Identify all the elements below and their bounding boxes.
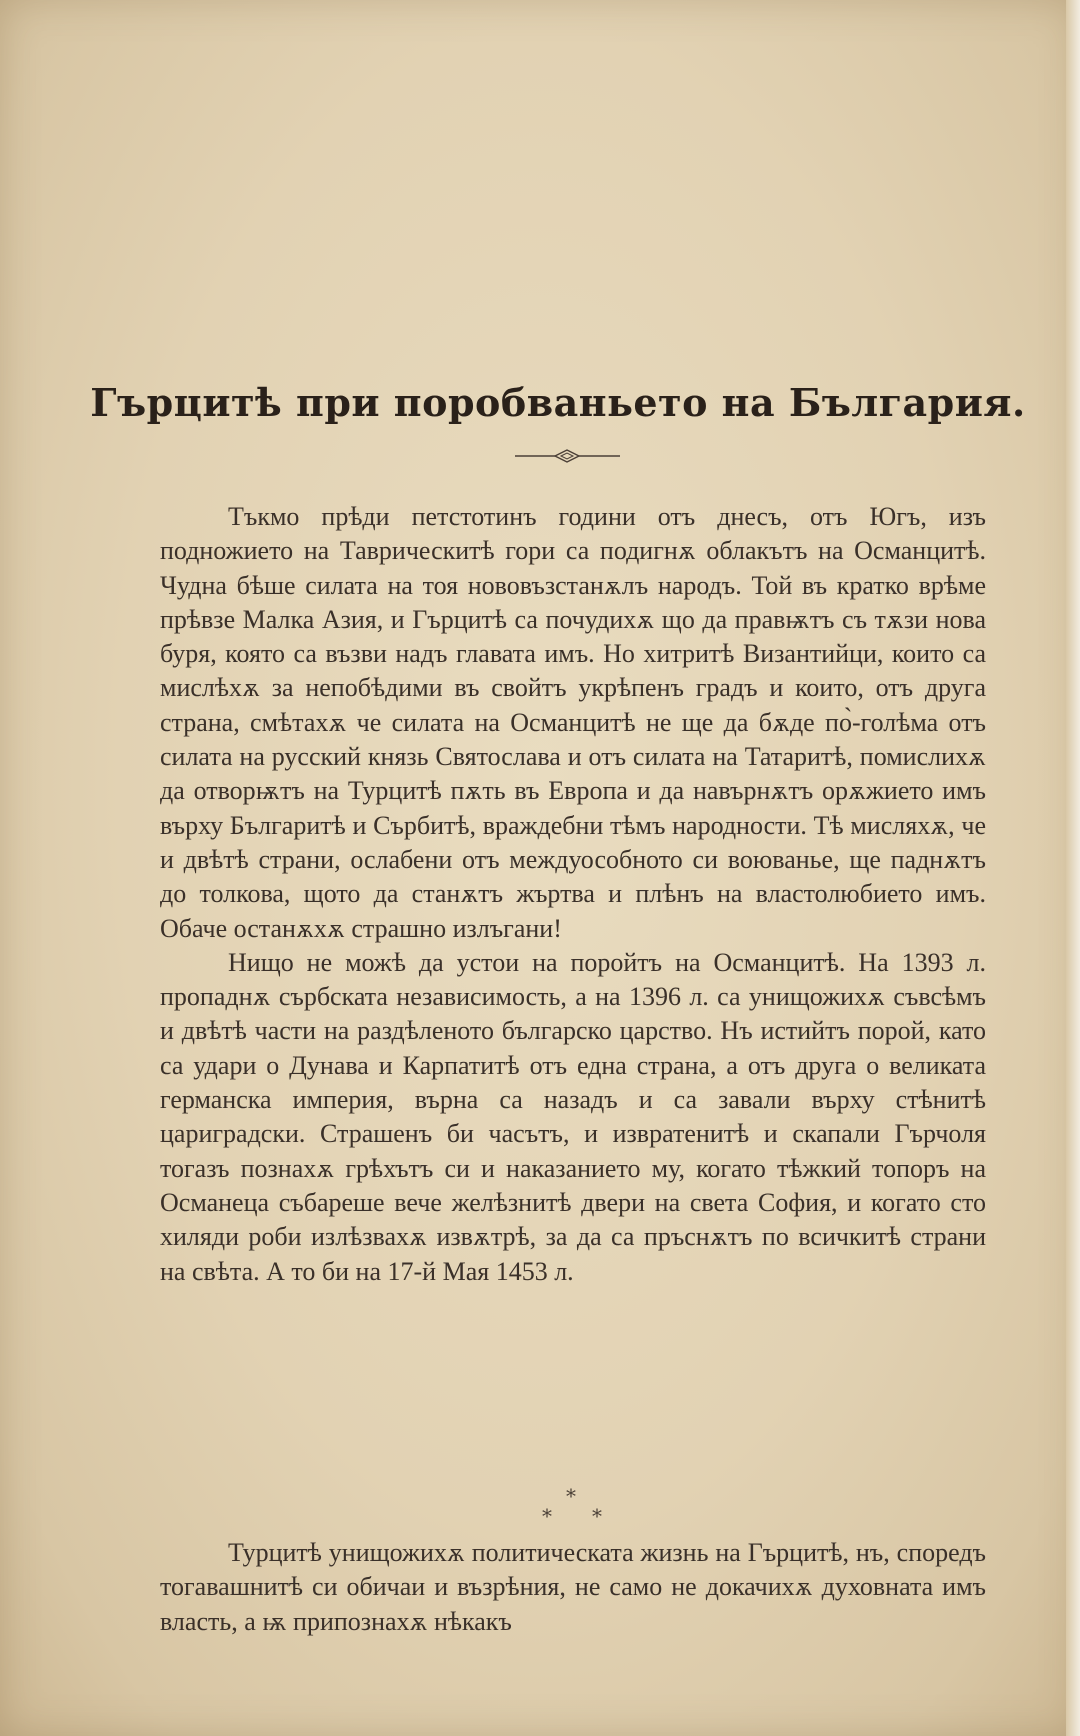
chapter-title: Гърцитѣ при поробваньето на България. — [90, 380, 1026, 425]
paragraph-3: Турцитѣ унищожихѫ политическата жизнь на Гърцитѣ, нъ, споредъ тогавашнитѣ си обичаи и възрѣния, не само не докачихѫ духовната имъ власть, а ѭ припознахѫ нѣкакъ — [160, 1538, 986, 1636]
continuation-text — [160, 1536, 986, 1639]
asterisk-left: * — [542, 1504, 552, 1528]
body-text — [160, 500, 986, 1289]
asterisk-right: * — [592, 1504, 602, 1528]
asterisk-top: * — [566, 1484, 576, 1508]
title-ornament — [515, 448, 620, 464]
paragraph-2: Нищо не можѣ да устои на поройтъ на Османцитѣ. На 1393 л. пропаднѫ сърбската независимость, а на 1396 л. са унищожихѫ съвсѣмъ и двѣтѣ части на раздѣленото българско царство. Нъ истийтъ порой, като са удари о Дунава и Карпатитѣ отъ една страна, а отъ друга о великата германска империя, върна са назадъ и са завали върху стѣнитѣ цариградски. Страшенъ би часътъ, и извратенитѣ и скапали Гърчоля тогазъ познахѫ грѣхътъ си и наказанието му, когато тѣжкий топоръ на Османеца събареше вече желѣзнитѣ двери на света София, и когато сто хиляди роби излѣзвахѫ извѫтрѣ, за да са пръснѫтъ по всичкитѣ страни на свѣта. А то би на 17-й Мая 1453 л. — [160, 947, 986, 1286]
paragraph-1: Тъкмо прѣди петстотинъ години отъ днесъ, отъ Югъ, изъ подножието на Таврическитѣ гори са подигнѫ облакътъ на Османцитѣ. Чудна бѣше силата на тоя нововъзстанѫлъ народъ. Той въ кратко врѣме прѣвзе Малка Азия, и Гърцитѣ са почудихѫ що да правѭтъ съ тѫзи нова буря, която са възви надъ главата имъ. Но хитритѣ Византийци, които са мислѣхѫ за непобѣдими въ свойтъ укрѣпенъ градъ и които, отъ друга страна, смѣтахѫ че силата на Османцитѣ не ще да бѫде по̀-голѣма отъ силата на русский князь Святослава и отъ силата на Татаритѣ, помислихѫ да отворѭтъ на Турцитѣ пѫть въ Европа и да навърнѫтъ орѫжието имъ върху Българитѣ и Сърбитѣ, враждебни тѣмъ народности. Тѣ мисляхѫ, че и двѣтѣ страни, ослабени отъ междуособното си воюванье, ще паднѫтъ до толкова, щото да станѫтъ жъртва и плѣнъ на властолюбието имъ. Обаче останѫхѫ страшно излъгани! — [160, 502, 986, 943]
section-break — [540, 1484, 610, 1528]
page-edge — [1066, 0, 1080, 1736]
